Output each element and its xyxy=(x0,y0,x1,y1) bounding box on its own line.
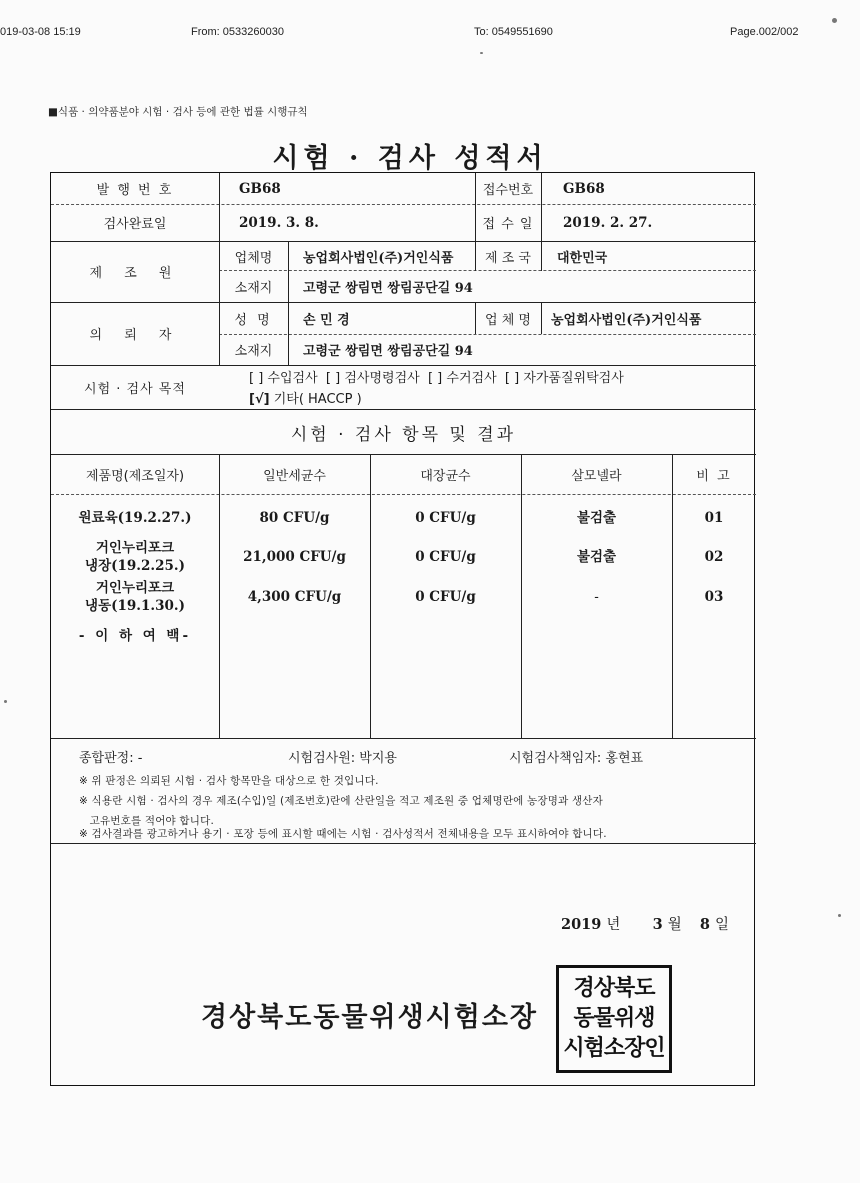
col-product: 제품명(제조일자) xyxy=(85,468,185,484)
report-frame xyxy=(50,172,755,1086)
checkbox-import: [ ] 수입검사 xyxy=(249,371,318,386)
scan-speck xyxy=(832,18,837,23)
purpose-other-label: 기타( HACCP ) xyxy=(273,392,362,407)
receipt-no-label: 접수번호 xyxy=(482,183,534,198)
fax-datetime: 019-03-08 15:19 xyxy=(0,26,81,38)
req-company-value: 농업회사법인(주)거인식품 xyxy=(551,312,702,328)
row2-salmonella: 불검출 xyxy=(576,549,617,565)
row1-bacteria: 80 CFU/g xyxy=(259,510,330,526)
row3-ecoli: 0 CFU/g xyxy=(415,589,476,605)
results-section-title: 시험 · 검사 항목 및 결과 xyxy=(290,425,517,445)
address-value: 고령군 쌍림면 쌍림공단길 94 xyxy=(303,281,473,296)
col-note: 비 고 xyxy=(696,468,732,484)
completion-date-value: 2019. 3. 8. xyxy=(239,214,319,231)
overall-judgment: 종합판정: - xyxy=(79,751,143,766)
note-3: ※ 검사결과를 광고하거나 용기 · 포장 등에 표시할 때에는 시험 · 검사성적서 전체내용을 모두 표시하여야 합니다. xyxy=(79,828,607,840)
country-value: 대한민국 xyxy=(557,250,608,266)
scan-speck xyxy=(838,914,841,917)
checkbox-order-inspection: [ ] 검사명령검사 xyxy=(325,371,420,386)
purpose-label: 시험 · 검사 목적 xyxy=(84,381,186,397)
seal-line-2: 동물위생 xyxy=(573,1006,655,1031)
note-2: ※ 식용란 시험 · 검사의 경우 제조(수입)일 (제조번호)란에 산란일을 적고 제조원 중 업체명란에 농장명과 생산자 xyxy=(79,795,603,807)
row1-product: 원료육(19.2.27.) xyxy=(78,510,192,526)
receipt-no-value: GB68 xyxy=(563,180,605,197)
document-title: 시험 · 검사 성적서 xyxy=(272,143,548,174)
row3-product: 거인누리포크 냉동(19.1.30.) xyxy=(85,580,185,614)
note-1: ※ 위 판정은 의뢰된 시험 · 검사 항목만을 대상으로 한 것입니다. xyxy=(79,775,379,787)
name-value: 손 민 경 xyxy=(303,312,350,328)
checkbox-self-quality: [ ] 자가품질위탁검사 xyxy=(504,371,624,386)
requester-label: 의 뢰 자 xyxy=(89,328,181,343)
row2-product: 거인누리포크 냉장(19.2.25.) xyxy=(85,540,185,574)
name-label: 성 명 xyxy=(234,312,273,328)
req-address-label: 소재지 xyxy=(234,344,273,359)
row3-bacteria: 4,300 CFU/g xyxy=(247,589,342,605)
note-2-continued: 고유번호를 적어야 합니다. xyxy=(79,815,214,827)
col-bacteria: 일반세균수 xyxy=(263,468,326,484)
purpose-other xyxy=(249,388,362,407)
row2-bacteria: 21,000 CFU/g xyxy=(243,549,346,565)
completion-date-label: 검사완료일 xyxy=(103,217,167,232)
issuer-name: 경상북도동물위생시험소장 xyxy=(201,1002,538,1033)
row2-ecoli: 0 CFU/g xyxy=(415,549,476,565)
scan-speck xyxy=(4,700,7,703)
regulation-reference: ■식품 · 의약품분야 시험 · 검사 등에 관한 법률 시행규칙 xyxy=(48,106,308,118)
end-of-list-mark: - 이 하 여 백- xyxy=(78,628,192,644)
official-seal xyxy=(556,965,672,1073)
issue-date: 2019 년 3 월 8 일 xyxy=(561,916,730,933)
checkmark-icon: [√] xyxy=(249,392,270,407)
manufacturer-label: 제 조 원 xyxy=(89,266,181,281)
fax-from: From: 0533260030 xyxy=(191,26,284,38)
seal-line-1: 경상북도 xyxy=(573,976,655,1001)
address-label: 소재지 xyxy=(234,281,273,296)
issue-no-label: 발 행 번 호 xyxy=(96,183,174,198)
req-company-label: 업 체 명 xyxy=(485,312,531,328)
country-label: 제 조 국 xyxy=(485,250,531,266)
date-day: 8 xyxy=(699,916,710,933)
checkbox-collection: [ ] 수거검사 xyxy=(427,371,497,386)
date-month: 3 xyxy=(652,916,663,933)
row1-ecoli: 0 CFU/g xyxy=(415,510,476,526)
fax-page: Page.002/002 xyxy=(730,26,799,38)
company-value: 농업회사법인(주)거인식품 xyxy=(303,250,454,266)
scan-speck xyxy=(480,52,483,54)
col-salmonella: 살모넬라 xyxy=(571,468,622,484)
inspector: 시험검사원: 박지용 xyxy=(288,751,397,766)
receipt-date-label: 접 수 일 xyxy=(482,217,534,232)
date-year: 2019 xyxy=(561,916,602,933)
issue-no-value: GB68 xyxy=(239,180,281,197)
col-ecoli: 대장균수 xyxy=(420,468,471,484)
row3-note: 03 xyxy=(704,589,724,605)
responsible-inspector: 시험검사책임자: 홍현표 xyxy=(509,751,644,766)
fax-header xyxy=(0,26,860,42)
receipt-date-value: 2019. 2. 27. xyxy=(563,214,653,231)
row2-note: 02 xyxy=(704,549,724,565)
seal-line-3: 시험소장인 xyxy=(563,1036,665,1061)
row1-salmonella: 불검출 xyxy=(576,510,617,526)
req-address-value: 고령군 쌍림면 쌍림공단길 94 xyxy=(303,344,473,359)
row1-note: 01 xyxy=(704,510,724,526)
row3-salmonella: - xyxy=(594,589,599,605)
company-label: 업체명 xyxy=(234,250,273,266)
fax-to: To: 0549551690 xyxy=(474,26,553,38)
purpose-options xyxy=(249,367,624,386)
